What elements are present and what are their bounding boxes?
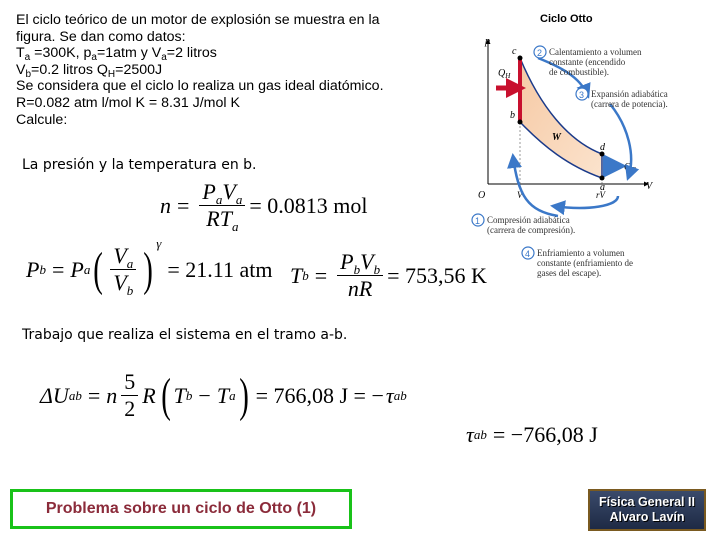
statement-line-5: Se considera que el ciclo lo realiza un gas ideal diatómico. (16, 78, 384, 95)
internal-energy-result: = 766,08 J = − (255, 382, 384, 408)
step-4-number: 4 (525, 249, 531, 259)
equation-temperature-b: T b = $\frac{P_bV_b}{nR}$ = 753,56 K (290, 249, 487, 301)
otto-cycle-diagram (468, 6, 716, 291)
pressure-b-result: = 21.11 atm (167, 256, 273, 282)
problem-statement (16, 12, 464, 128)
origin-label: O (478, 190, 486, 201)
v-tick-label: V (517, 190, 523, 200)
statement-line-4: $V_b=0.2$ litros $Q_H=2500J$ (16, 61, 163, 80)
qh-label: $Q_H$ (498, 68, 511, 80)
section-title-work: Trabajo que realiza el sistema en el tramo a-b. (22, 327, 348, 343)
rv-tick-label: rV (596, 190, 605, 200)
point-a-label: a (600, 182, 605, 193)
logo-line-1: Física General II (599, 495, 695, 509)
step-4-text: Enfriamiento a volumen constante (enfriamiento de gases del escape). (537, 248, 633, 278)
statement-line-7: Calcule: (16, 111, 68, 128)
step-1-number: 1 (475, 216, 481, 226)
point-d-label: d (600, 142, 605, 153)
step-2-number: 2 (537, 48, 543, 58)
v-axis-label: V (646, 181, 653, 192)
point-b-label: b (510, 110, 515, 121)
step-2-text: Calentamiento a volumen constante (encendido de combustible). (549, 47, 642, 77)
section-title-pressure-temperature: La presión y la temperatura en b. (22, 157, 257, 173)
statement-line-2: figura. Se dan como datos: (16, 28, 186, 45)
statement-line-3: $T_a =300K$, $p_a=1atm$ y $V_a=2$ litros (16, 45, 217, 64)
step-3-text: Expansión adiabática (carrera de potencia). (591, 89, 668, 109)
temperature-b-result: = 753,56 K (387, 262, 487, 288)
footer-title-box (10, 489, 352, 529)
moles-result: = 0.0813 mol (249, 192, 368, 218)
point-c-label: c (512, 46, 517, 57)
p-axis-label: p (485, 36, 490, 47)
step-3-number: 3 (579, 90, 585, 100)
work-label: W (552, 132, 561, 143)
footer-title: Problema sobre un ciclo de Otto (1) (45, 500, 317, 517)
course-logo (588, 489, 706, 531)
equation-moles: n = $\frac{P_aV_a}{RT_a}$ = 0.0813 mol (160, 179, 368, 234)
equation-work-ab: τ ab = −766,08 J (466, 422, 598, 447)
step-1-text: Compresión adiabática (carrera de compresión). (487, 215, 576, 235)
work-ab-result: = −766,08 J (492, 422, 598, 447)
logo-line-2: Alvaro Lavín (609, 510, 685, 524)
diagram-title: Ciclo Otto (540, 13, 593, 25)
equation-internal-energy: ΔU ab = n $\frac{5}{2}$ R ( T b − T a ) = 766,08 J = − τ ab (40, 368, 407, 422)
equation-pressure-b: P b = P a ( $\frac{V_a}{V_b}$ ) γ = 21.11 atm (26, 235, 273, 298)
statement-line-6: R=0.082 atm l/mol K = 8.31 J/mol K (16, 94, 240, 111)
statement-line-1: El ciclo teórico de un motor de explosión se muestra en la (16, 12, 380, 28)
qc-label: $Q_C$ (624, 162, 636, 174)
